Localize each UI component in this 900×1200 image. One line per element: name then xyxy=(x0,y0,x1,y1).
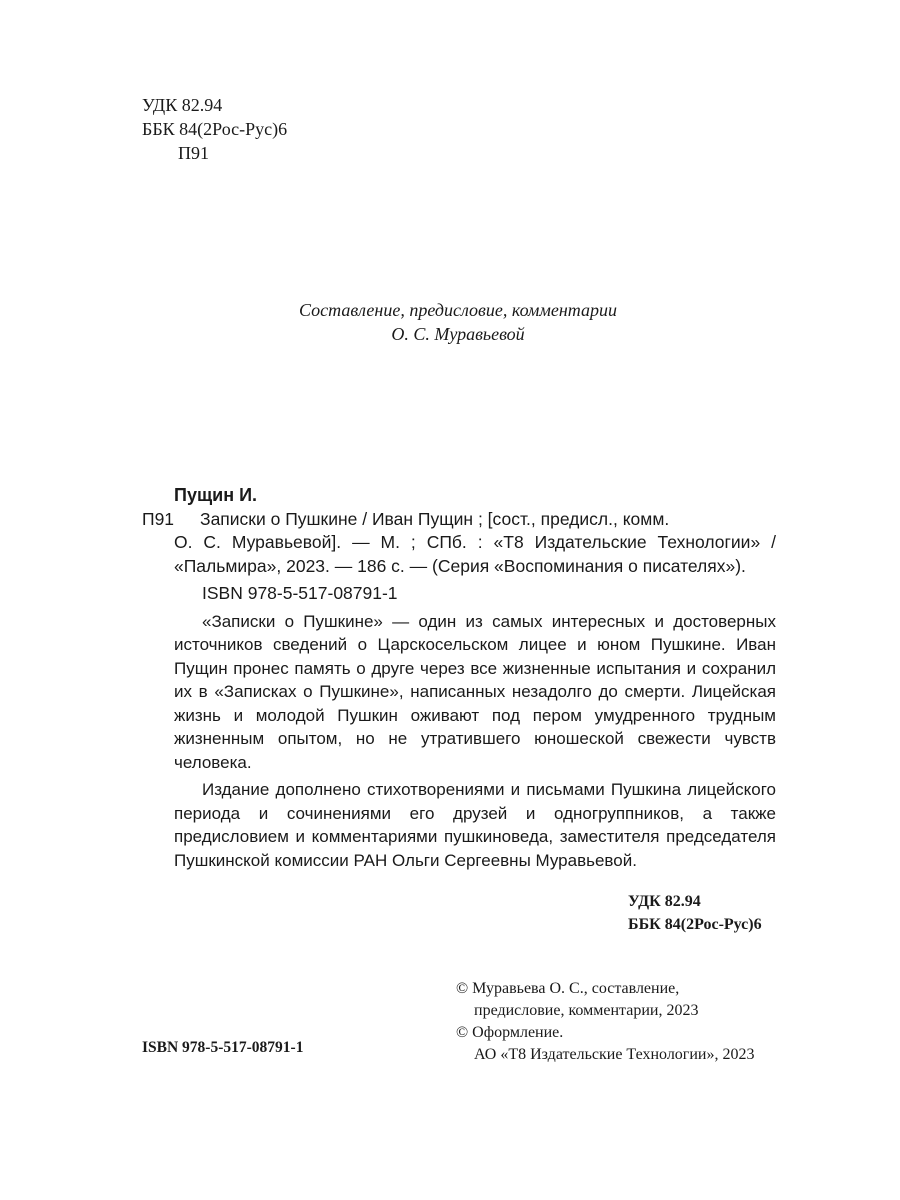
udk-code-bottom: УДК 82.94 xyxy=(628,893,701,910)
bbk-code-bottom: ББК 84(2Рос-Рус)6 xyxy=(628,916,762,933)
compiler-credit xyxy=(0,298,900,346)
copyright-line2: предисловие, комментарии, 2023 xyxy=(474,1002,699,1019)
classification-codes-top xyxy=(142,93,287,165)
record-isbn: ISBN 978-5-517-08791-1 xyxy=(202,583,398,603)
bbk-code: ББК 84(2Рос-Рус)6 xyxy=(142,119,288,139)
classification-codes-bottom xyxy=(628,890,762,936)
compiler-credit-line1: Составление, предисловие, комментарии xyxy=(298,300,618,320)
abstract-paragraph-2: Издание дополнено стихотворениями и письмами Пушкина лицейского периода и сочинениями его друзей и одногруппников, а также предисловием и комментариями пушкиноведа, заместителя председателя Пушкинской комиссии РАН Ольги Сергеевны Муравьевой. xyxy=(174,780,776,870)
compiler-credit-line2: О. С. Муравьевой xyxy=(391,324,525,344)
record-title-row xyxy=(142,508,776,532)
record-author-mark: П91 xyxy=(142,508,175,529)
record-title-line: Записки о Пушкине / Иван Пущин ; [сост., предисл., комм. xyxy=(200,508,670,529)
isbn-bottom: ISBN 978-5-517-08791-1 xyxy=(142,1039,304,1056)
copyright-line1: © Муравьева О. С., составление, xyxy=(456,980,680,997)
abstract-paragraph-1: «Записки о Пушкине» — один из самых интересных и достоверных источников сведений о Царскосельском лицее и юном Пушкине. Иван Пущин пронес память о друге через все жизненные испытания и сохранил их в «Записках о Пушкине», написанных незадолго до смерти. Лицейская жизнь и молодой Пушкин оживают под пером умудренного трудным жизненным опытом, но не утратившего юношеской свежести чувств человека. xyxy=(174,611,776,772)
bibliographic-record xyxy=(142,484,776,872)
copyright-line3: © Оформление. xyxy=(456,1024,564,1041)
record-imprint: О. С. Муравьевой]. — М. ; СПб. : «Т8 Издательские Технологии» / «Пальмира», 2023. — 186 с. — (Серия «Воспоминания о писателях»). xyxy=(174,532,776,576)
udk-code: УДК 82.94 xyxy=(142,95,223,115)
copyright-notice xyxy=(456,978,755,1066)
author-mark: П91 xyxy=(178,143,209,163)
record-author: Пущин И. xyxy=(174,485,258,505)
copyright-line4: АО «Т8 Издательские Технологии», 2023 xyxy=(474,1046,755,1063)
